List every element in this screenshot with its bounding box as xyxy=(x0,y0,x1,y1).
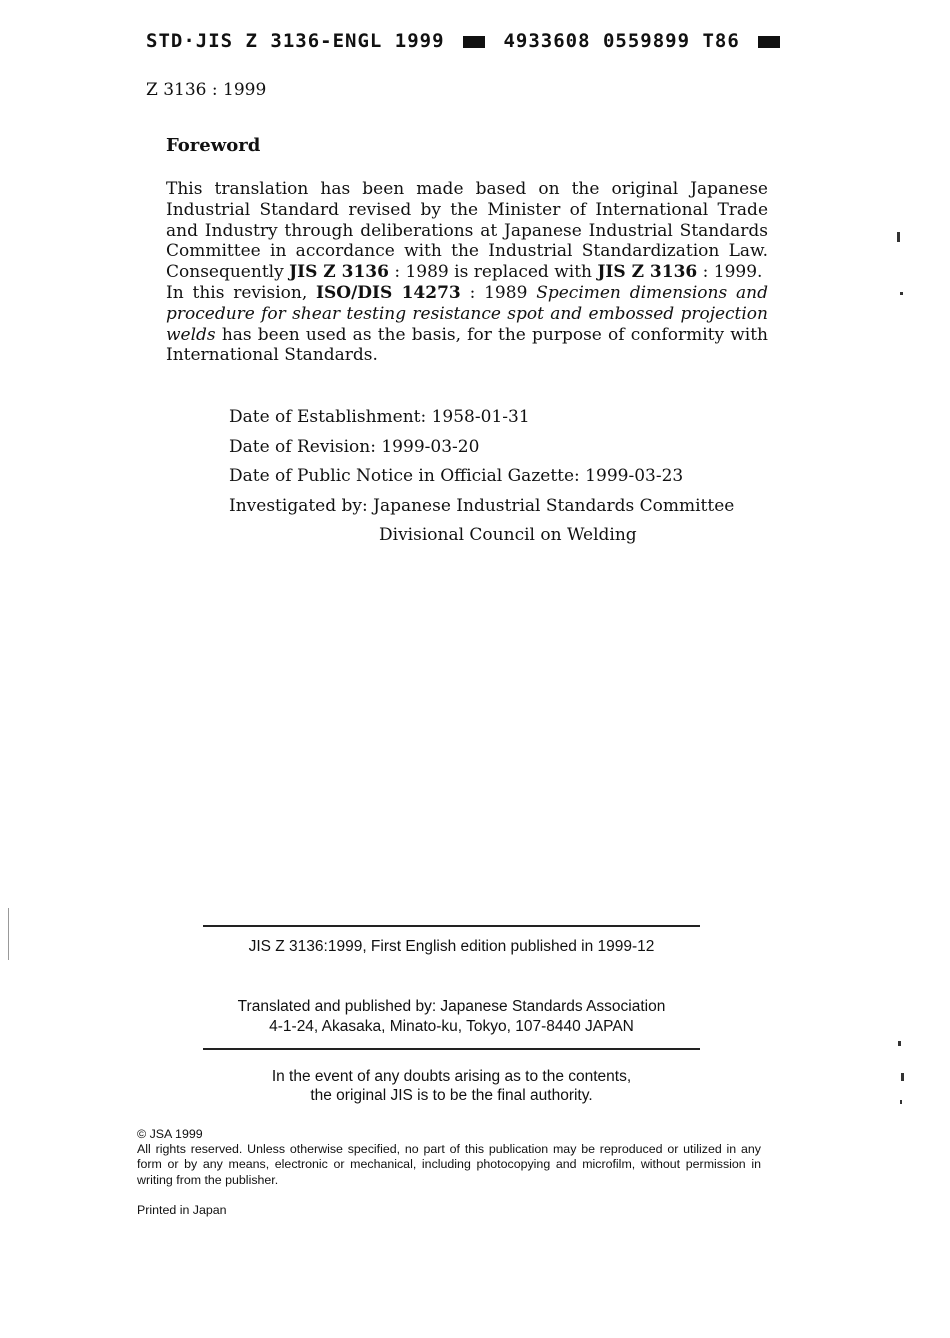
authority-notice-line-2: the original JIS is to be the final authority. xyxy=(310,1087,593,1104)
new-standard-ref: JIS Z 3136 xyxy=(597,262,698,283)
foreword-text: : 1999. xyxy=(697,262,763,283)
foreword-heading: Foreword xyxy=(166,135,261,156)
date-revision: Date of Revision: 1999-03-20 xyxy=(229,436,480,457)
investigated-by-value: Japanese Industrial Standards Committee xyxy=(373,495,735,516)
council-name: Divisional Council on Welding xyxy=(379,525,637,546)
divider-bottom xyxy=(203,1048,700,1050)
standard-code: Z 3136 : 1999 xyxy=(146,80,267,100)
authority-notice-line-1: In the event of any doubts arising as to the contents, xyxy=(271,1068,632,1085)
foreword-text: : 1989 is replaced with xyxy=(388,262,598,283)
printed-in-line: Printed in Japan xyxy=(137,1203,227,1217)
authority-notice xyxy=(203,1067,700,1105)
divider-top xyxy=(203,925,700,927)
iso-standard-title: Specimen dimensions and procedure for shear testing resistance spot and embossed projection welds xyxy=(166,282,769,345)
scan-speck xyxy=(901,1073,904,1081)
foreword-text: This translation has been made based on the original Japanese Industrial Standard revised by the Minister of International Trade and Industry through deliberations at Japanese Industrial Standards Committee in accordance with the Industrial Standardization Law. Consequently xyxy=(166,179,768,283)
foreword-paragraph-1 xyxy=(166,179,768,283)
scan-speck xyxy=(8,908,9,960)
edition-line: JIS Z 3136:1999, First English edition published in 1999-12 xyxy=(248,938,655,955)
rights-statement: All rights reserved. Unless otherwise specified, no part of this publication may be reproduced or utilized in any form or by any means, electronic or mechanical, including photocopying and microfilm, without permission in writing from the publisher. xyxy=(137,1142,761,1187)
foreword-body xyxy=(166,179,768,366)
foreword-text: In this revision, xyxy=(166,282,317,303)
scan-speck xyxy=(898,1041,901,1046)
copyright-block xyxy=(137,1127,761,1188)
date-public-notice: Date of Public Notice in Official Gazette: 1999-03-23 xyxy=(229,466,684,487)
iso-standard-ref: ISO/DIS 14273 xyxy=(316,282,461,303)
document-header-code xyxy=(146,30,786,52)
copyright-symbol-line: © JSA 1999 xyxy=(137,1127,203,1141)
foreword-paragraph-2 xyxy=(166,283,768,366)
date-establishment: Date of Establishment: 1958-01-31 xyxy=(229,407,530,427)
scan-speck xyxy=(897,232,900,242)
publisher-block xyxy=(203,997,700,1037)
scan-speck xyxy=(900,1100,902,1104)
translated-by-line: Translated and published by: Japanese Standards Association xyxy=(237,998,666,1015)
old-standard-ref: JIS Z 3136 xyxy=(289,262,389,283)
publisher-address: 4-1-24, Akasaka, Minato-ku, Tokyo, 107-8440 JAPAN xyxy=(269,1018,634,1035)
standard-id-text: STD·JIS Z 3136-ENGL 1999 xyxy=(146,30,445,52)
black-bar-mark xyxy=(758,36,780,48)
dates-block xyxy=(229,403,734,551)
foreword-text: has been used as the basis, for the purpose of conformity with International Standards. xyxy=(166,324,768,366)
catalog-code-text: 4933608 0559899 T86 xyxy=(503,30,740,52)
investigated-label: Investigated by: xyxy=(229,495,374,516)
foreword-text: : 1989 xyxy=(460,282,537,303)
investigated-by-row xyxy=(229,492,734,522)
black-bar-mark xyxy=(463,36,485,48)
scan-speck xyxy=(900,292,903,295)
